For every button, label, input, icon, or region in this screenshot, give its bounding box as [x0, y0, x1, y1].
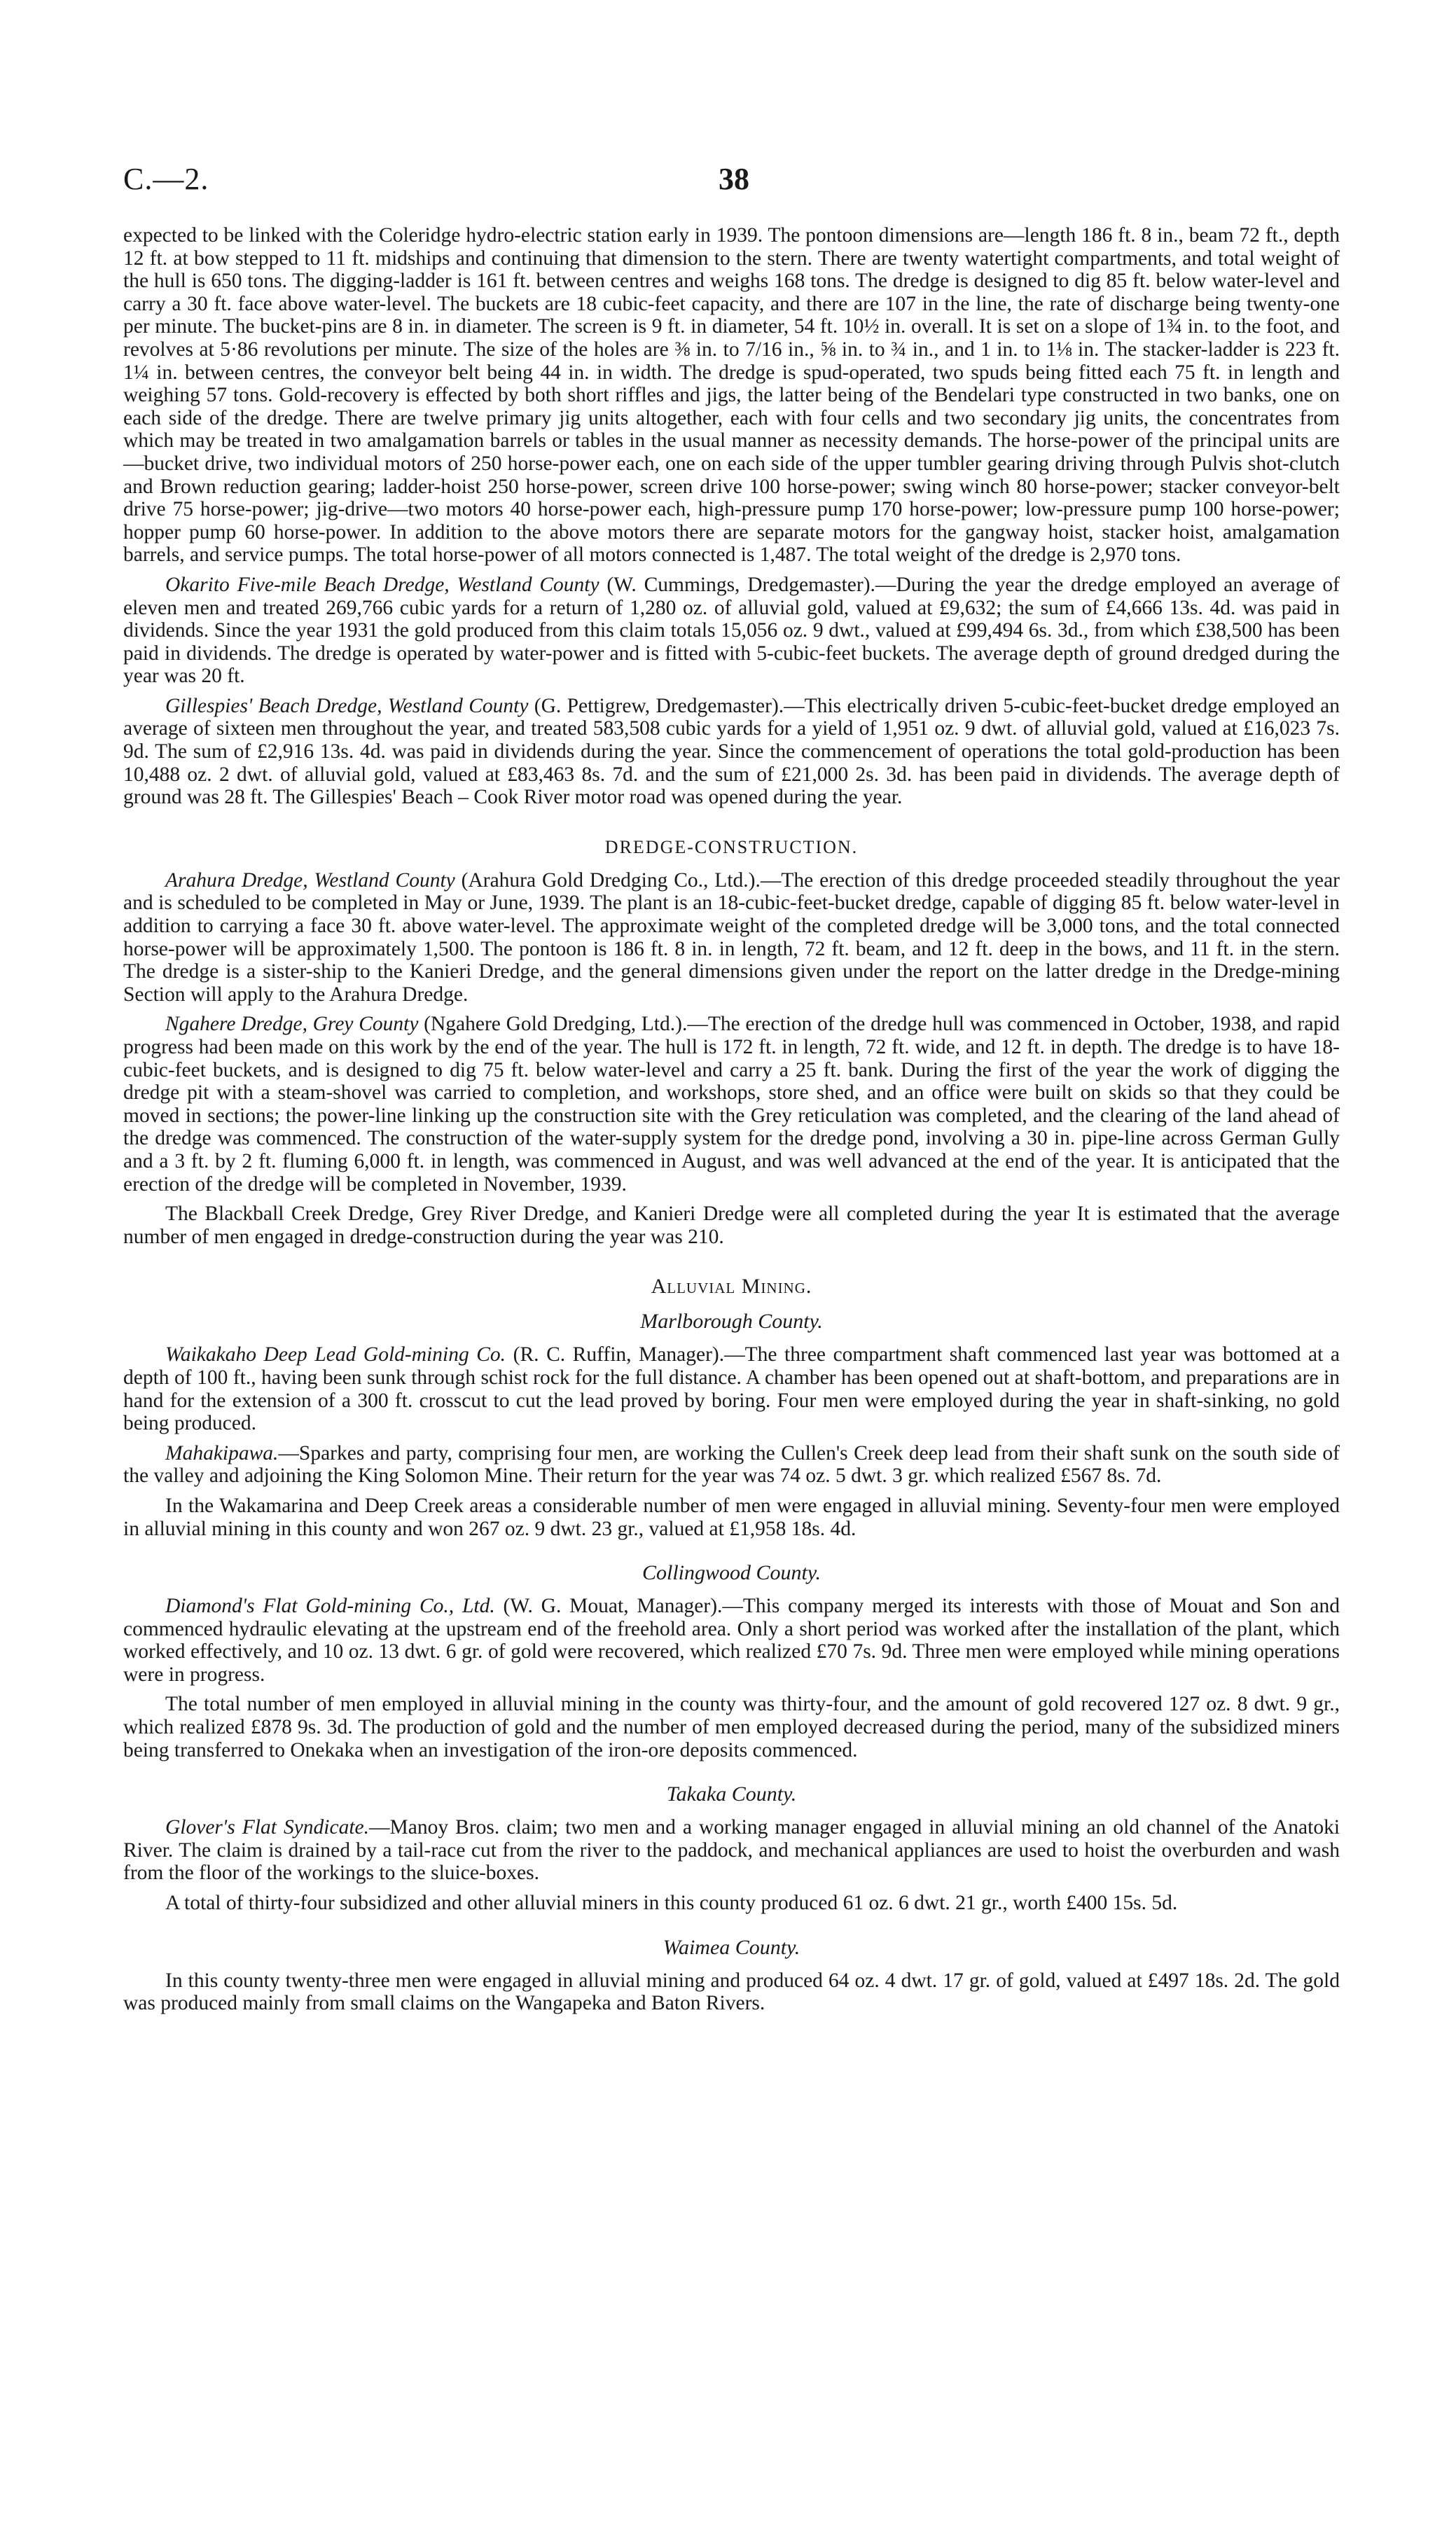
dredge-construction-closing: The Blackball Creek Dredge, Grey River Dredge, and Kanieri Dredge were all completed during the year It is estimated that the average number of men engaged in dredge-construction during the year was 210. [123, 1203, 1340, 1248]
mahakipawa-title: Mahakipawa. [165, 1441, 279, 1465]
ngahere-body: (Ngahere Gold Dredging, Ltd.).—The erection of the dredge hull was commenced in October, 1938, and rapid progress had been made on this work by the end of the year. The hull is 172 ft. in length, 72 ft. wide, and 12 ft. in depth. The dredge is to have 18-cubic-feet buckets, and is designed to dig 75 ft. below water-level and carry a 25 ft. bank. During the first of the year the work of digging the dredge pit with a steam-shovel was carried to completion, and workshops, store shed, and an office were built on skids so that they could be moved in sections; the power-line linking up the construction site with the Grey reticulation was completed, and the clearing of the land ahead of the dredge was commenced. The construction of the water-supply system for the dredge pond, involving a 30 in. pipe-line across German Gully and a 3 ft. by 2 ft. fluming 6,000 ft. in length, was commenced in August, and was well advanced at the end of the year. It is anticipated that the erection of the dredge will be completed in November, 1939. [123, 1013, 1340, 1196]
arahura-body: (Arahura Gold Dredging Co., Ltd.).—The erection of this dredge proceeded steadily throughout the year and is scheduled to be completed in May or June, 1939. The plant is an 18-cubic-feet-bucket dredge, capable of digging 85 ft. below water-level in addition to carrying a face 30 ft. above water-level. The approximate weight of the completed dredge will be 3,000 tons, and the total connected horse-power will be approximately 1,500. The pontoon is 186 ft. 8 in. in length, 72 ft. beam, and 12 ft. deep in the bows, and 11 ft. in the stern. The dredge is a sister-ship to the Kanieri Dredge, and the general dimensions given under the report on the latter dredge in the Dredge-mining Section will apply to the Arahura Dredge. [123, 868, 1340, 1006]
document-page [123, 161, 1340, 2022]
ngahere-paragraph [123, 1013, 1340, 1196]
marlborough-heading: Marlborough County. [640, 1310, 823, 1334]
collingwood-summary: The total number of men employed in alluvial mining in the county was thirty-four, and the amount of gold recovered 127 oz. 8 dwt. 9 gr., which realized £878 9s. 3d. The production of gold and the number of men employed decreased during the period, many of the subsidized miners being transferred to Onekaka when an investigation of the iron-ore deposits commenced. [123, 1693, 1340, 1761]
dredge-construction-heading: DREDGE-CONSTRUCTION. [604, 836, 859, 857]
waimea-heading: Waimea County. [663, 1935, 800, 1959]
report-reference: C.—2. [123, 162, 209, 196]
page-number: 38 [719, 162, 749, 196]
intro-paragraph: expected to be linked with the Coleridge hydro-electric station early in 1939. The pontoon dimensions are—length 186 ft. 8 in., beam 72 ft., depth 12 ft. at bow stepped to 11 ft. midships and continuing that dimension to the stern. There are twenty watertight compartments, and total weight of the hull is 650 tons. The digging-ladder is 161 ft. between centres and weighs 168 tons. The dredge is designed to dig 85 ft. below water-level and carry a 30 ft. face above water-level. The buckets are 18 cubic-feet capacity, and there are 107 in the line, the rate of discharge being twenty-one per minute. The bucket-pins are 8 in. in diameter. The screen is 9 ft. in diameter, 54 ft. 10½ in. overall. It is set on a slope of 1¾ in. to the foot, and revolves at 5·86 revolutions per minute. The size of the holes are ⅜ in. to 7/16 in., ⅝ in. to ¾ in., and 1 in. to 1⅛ in. The stacker-ladder is 223 ft. 1¼ in. between centres, the conveyor belt being 44 in. in width. The dredge is spud-operated, two spuds being fitted each 75 ft. in length and weighing 57 tons. Gold-recovery is effected by both short riffles and jigs, the latter being of the Bendelari type constructed in two banks, one on each side of the dredge. There are twelve primary jig units altogether, each with four cells and two secondary jig units, the concentrates from which may be treated in two amalgamation barrels or tables in the usual manner as necessity demands. The horse-power of the principal units are—bucket drive, two individual motors of 250 horse-power each, one on each side of the upper tumbler gearing driving through Pulvis shot-clutch and Brown reduction gearing; ladder-hoist 250 horse-power, screen drive 100 horse-power; swing winch 80 horse-power; stacker conveyor-belt drive 75 horse-power; jig-drive—two motors 40 horse-power each, high-pressure pump 170 horse-power; low-pressure pump 100 horse-power; hopper pump 60 horse-power. In addition to the above motors there are separate motors for the gangway hoist, stacker hoist, amalgamation barrels, and service pumps. The total horse-power of all motors connected is 1,487. The total weight of the dredge is 2,970 tons. [123, 224, 1340, 567]
okarito-paragraph [123, 574, 1340, 688]
okarito-body: (W. Cummings, Dredgemaster).—During the year the dredge employed an average of eleven men and treated 269,766 cubic yards for a return of 1,280 oz. of alluvial gold, valued at £9,632; the sum of £4,666 13s. 4d. was paid in dividends. Since the year 1931 the gold produced from this claim totals 15,056 oz. 9 dwt., valued at £99,494 6s. 3d., from which £38,500 has been paid in dividends. The dredge is operated by water-power and is fitted with 5-cubic-feet buckets. The average depth of ground dredged during the year was 20 ft. [123, 573, 1340, 688]
glovers-flat-paragraph [123, 1816, 1340, 1885]
collingwood-heading: Collingwood County. [642, 1561, 821, 1585]
takaka-summary: A total of thirty-four subsidized and other alluvial miners in this county produced 61 oz. 6 dwt. 21 gr., worth £400 15s. 5d. [165, 1892, 1178, 1915]
waimea-summary: In this county twenty-three men were engaged in alluvial mining and produced 64 oz. 4 dwt. 17 gr. of gold, valued at £497 18s. 2d. The gold was produced mainly from small claims on the Wangapeka and Baton Rivers. [123, 1969, 1340, 2015]
okarito-title: Okarito Five-mile Beach Dredge, Westland County [165, 573, 599, 596]
mahakipawa-paragraph [123, 1442, 1340, 1488]
arahura-paragraph [123, 869, 1340, 1006]
page-header [123, 161, 1340, 224]
diamonds-flat-paragraph [123, 1595, 1340, 1686]
waikakaho-title: Waikakaho Deep Lead Gold-mining Co. [165, 1343, 506, 1366]
diamonds-flat-title: Diamond's Flat Gold-mining Co., Ltd. [165, 1595, 495, 1618]
takaka-heading: Takaka County. [666, 1782, 797, 1806]
glovers-flat-title: Glover's Flat Syndicate. [165, 1816, 370, 1839]
gillespies-title: Gillespies' Beach Dredge, Westland County [165, 694, 529, 717]
alluvial-mining-heading: Alluvial Mining. [651, 1275, 812, 1299]
glovers-flat-body: —Manoy Bros. claim; two men and a working manager engaged in alluvial mining an old channel of the Anatoki River. The claim is drained by a tail-race cut from the river to the paddock, and mechanical appliances are used to hoist the overburden and wash from the floor of the workings to the sluice-boxes. [123, 1816, 1340, 1885]
gillespies-paragraph [123, 695, 1340, 809]
mahakipawa-body: —Sparkes and party, comprising four men, are working the Cullen's Creek deep lead from their shaft sunk on the south side of the valley and adjoining the King Solomon Mine. Their return for the year was 74 oz. 5 dwt. 3 gr. which realized £567 8s. 7d. [123, 1441, 1340, 1488]
waikakaho-body: (R. C. Ruffin, Manager).—The three compartment shaft commenced last year was bottomed at a depth of 100 ft., having been sunk through schist rock for the full distance. A chamber has been opened out at shaft-bottom, and preparations are in hand for the extension of a 300 ft. crosscut to cut the lead proved by boring. Four men were employed during the year in shaft-sinking, no gold being produced. [123, 1343, 1340, 1435]
marlborough-summary: In the Wakamarina and Deep Creek areas a considerable number of men were engaged in alluvial mining. Seventy-four men were employed in alluvial mining in this county and won 267 oz. 9 dwt. 23 gr., valued at £1,958 18s. 4d. [123, 1494, 1340, 1540]
gillespies-body: (G. Pettigrew, Dredgemaster).—This electrically driven 5-cubic-feet-bucket dredge employed an average of sixteen men throughout the year, and treated 583,508 cubic yards for a yield of 1,951 oz. 9 dwt. of alluvial gold, valued at £16,023 7s. 9d. The sum of £2,916 13s. 4d. was paid in dividends during the year. Since the commencement of operations the total gold-production has been 10,488 oz. 2 dwt. of alluvial gold, valued at £83,463 8s. 7d. and the sum of £21,000 2s. 3d. has been paid in dividends. The average depth of ground was 28 ft. The Gillespies' Beach – Cook River motor road was opened during the year. [123, 694, 1340, 809]
arahura-title: Arahura Dredge, Westland County [165, 868, 455, 892]
waikakaho-paragraph [123, 1343, 1340, 1434]
ngahere-title: Ngahere Dredge, Grey County [165, 1013, 419, 1036]
diamonds-flat-body: (W. G. Mouat, Manager).—This company merged its interests with those of Mouat and Son and commenced hydraulic elevating at the upstream end of the freehold area. Only a short period was worked after the installation of the plant, which worked effectively, and 10 oz. 13 dwt. 6 gr. of gold were recovered, which realized £70 7s. 9d. Three men were employed while mining operations were in progress. [123, 1595, 1340, 1686]
